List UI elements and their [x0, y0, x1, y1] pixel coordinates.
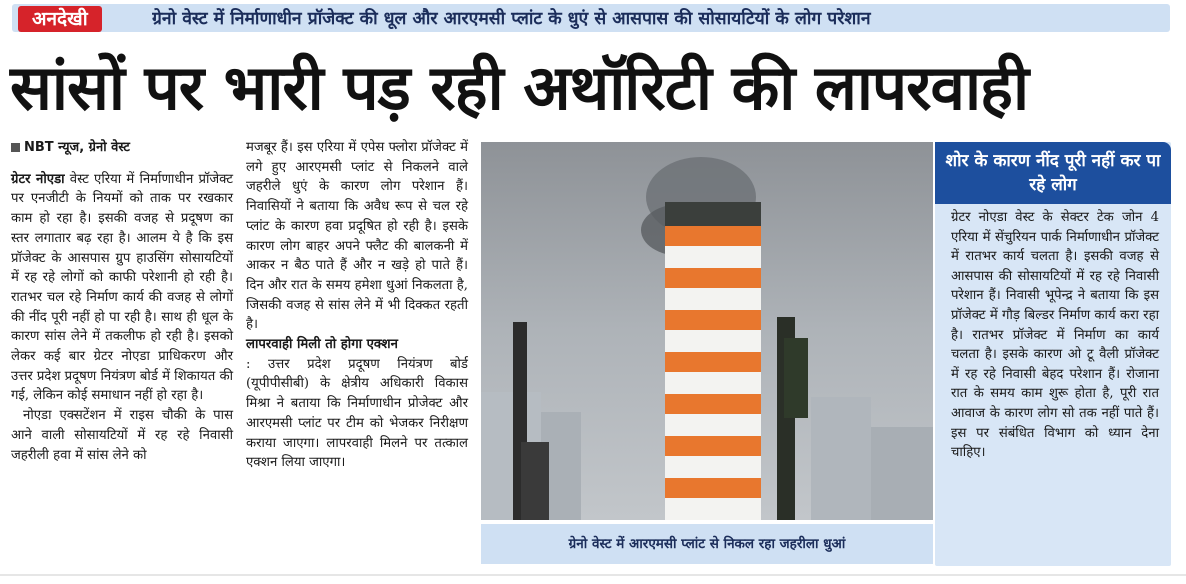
- byline: [11, 138, 233, 158]
- news-photo: [481, 142, 933, 520]
- paragraph: [11, 170, 233, 406]
- kicker-text: ग्रेनो वेस्ट में निर्माणाधीन प्रॉजेक्ट की धूल और आरएमसी प्लांट के धुएं से आसपास की सोसायटियों के लोग परेशान: [152, 9, 871, 29]
- sidebar-box: [935, 142, 1171, 566]
- lead-dateline: ग्रेटर नोएडा: [11, 171, 65, 187]
- photo-caption: ग्रेनो वेस्ट में आरएमसी प्लांट से निकल रहा जहरीला धुआं: [481, 524, 933, 564]
- article-column-1: [11, 138, 233, 578]
- lead-text: वेस्ट एरिया में निर्माणाधीन प्रॉजेक्ट पर एनजीटी के नियमों को ताक पर रखकार काम हो रहा है। इसकी वजह से प्रदूषण का स्तर लगातार बढ़ रहा है। आलम ये है कि इस प्रॉजेक्ट के आसपास ग्रुप हाउसिंग सोसायटियों में रह रहे लोगों को काफी परेशानी हो रही है। रातभर चल रहे निर्माण कार्य की वजह से लोगों की नींद पूरी नहीं हो पा रही है। साथ ही धूल के कारण सांस लेने में तकलीफ हो रही है। इसको लेकर कई बार ग्रेटर नोएडा प्राधिकरण और उत्तर प्रदेश प्रदूषण नियंत्रण बोर्ड में शिकायत की गई, लेकिन कोई समाधान नहीं हो रहा है।: [11, 171, 233, 404]
- paragraph: : उत्तर प्रदेश प्रदूषण नियंत्रण बोर्ड (यूपीपीसीबी) के क्षेत्रीय अधिकारी विकास मिश्रा ने बताया कि निर्माणाधीन प्रोजेक्ट और आरएमसी प्लांट पर टीम को भेजकर निरीक्षण कराया जाएगा। लापरवाही मिलने पर तत्काल एक्शन लिया जाएगा।: [246, 356, 468, 471]
- sidebar-title: शोर के कारण नींद पूरी नहीं कर पा रहे लोग: [935, 142, 1171, 204]
- headline: सांसों पर भारी पड़ रही अथॉरिटी की लापरवाही: [10, 51, 1029, 124]
- subheading: लापरवाही मिली तो होगा एक्शन: [246, 337, 398, 353]
- article-column-2: [246, 138, 468, 578]
- kicker-tag: अनदेखी: [18, 6, 102, 32]
- sidebar-body: ग्रेटर नोएडा वेस्ट के सेक्टर टेक जोन 4 एरिया में सेंचुरियन पार्क निर्माणाधीन प्रॉजेक्ट में रातभर कार्य चलता है। इसकी वजह से आसपास की सोसायटियों में रह रहे निवासी परेशान हैं। निवासी भूपेन्द्र ने बताया कि इस प्रॉजेक्ट में गौड़ बिल्डर निर्माण कार्य करा रहा है। रातभर प्रॉजेक्ट में निर्माण का कार्य चलता है। इसके कारण ओ टू वैली प्रॉजेक्ट में रह रहे निवासी बेहद परेशान हैं। रोजाना रात के समय काम शुरू होता है, पूरी रात आवाज के कारण लोग सो तक नहीं पाते हैं। इस पर संबंधित विभाग को ध्यान देना चाहिए।: [951, 210, 1159, 461]
- byline-text: NBT न्यूज, ग्रेनो वेस्ट: [24, 140, 130, 155]
- paragraph: मजबूर हैं। इस एरिया में एपेस फ्लोरा प्रॉजेक्ट में लगे हुए आरएमसी प्लांट से निकलने वाले जहरीले धुएं के कारण लोग परेशान हैं। निवासियों ने बताया कि अवैध रूप से चल रहे प्लांट के कारण हवा प्रदूषित हो रही है। इसके कारण लोग बाहर अपने फ्लैट की बालकनी में आकर न बैठ पाते हैं और न खड़े हो पाते हैं। दिन और रात के समय हमेशा धुआं निकलता है, जिसकी वजह से सांस लेने में भी दिक्कत रहती है।: [246, 140, 468, 333]
- paragraph: नोएडा एक्सटेंशन में राइस चौकी के पास आने वाली सोसायटियों में रह रहे निवासी जहरीली हवा में सांस लेने को: [11, 408, 233, 463]
- bottom-divider: [0, 574, 1186, 576]
- bullet-square-icon: [11, 143, 20, 152]
- photo-illustration: [481, 142, 933, 520]
